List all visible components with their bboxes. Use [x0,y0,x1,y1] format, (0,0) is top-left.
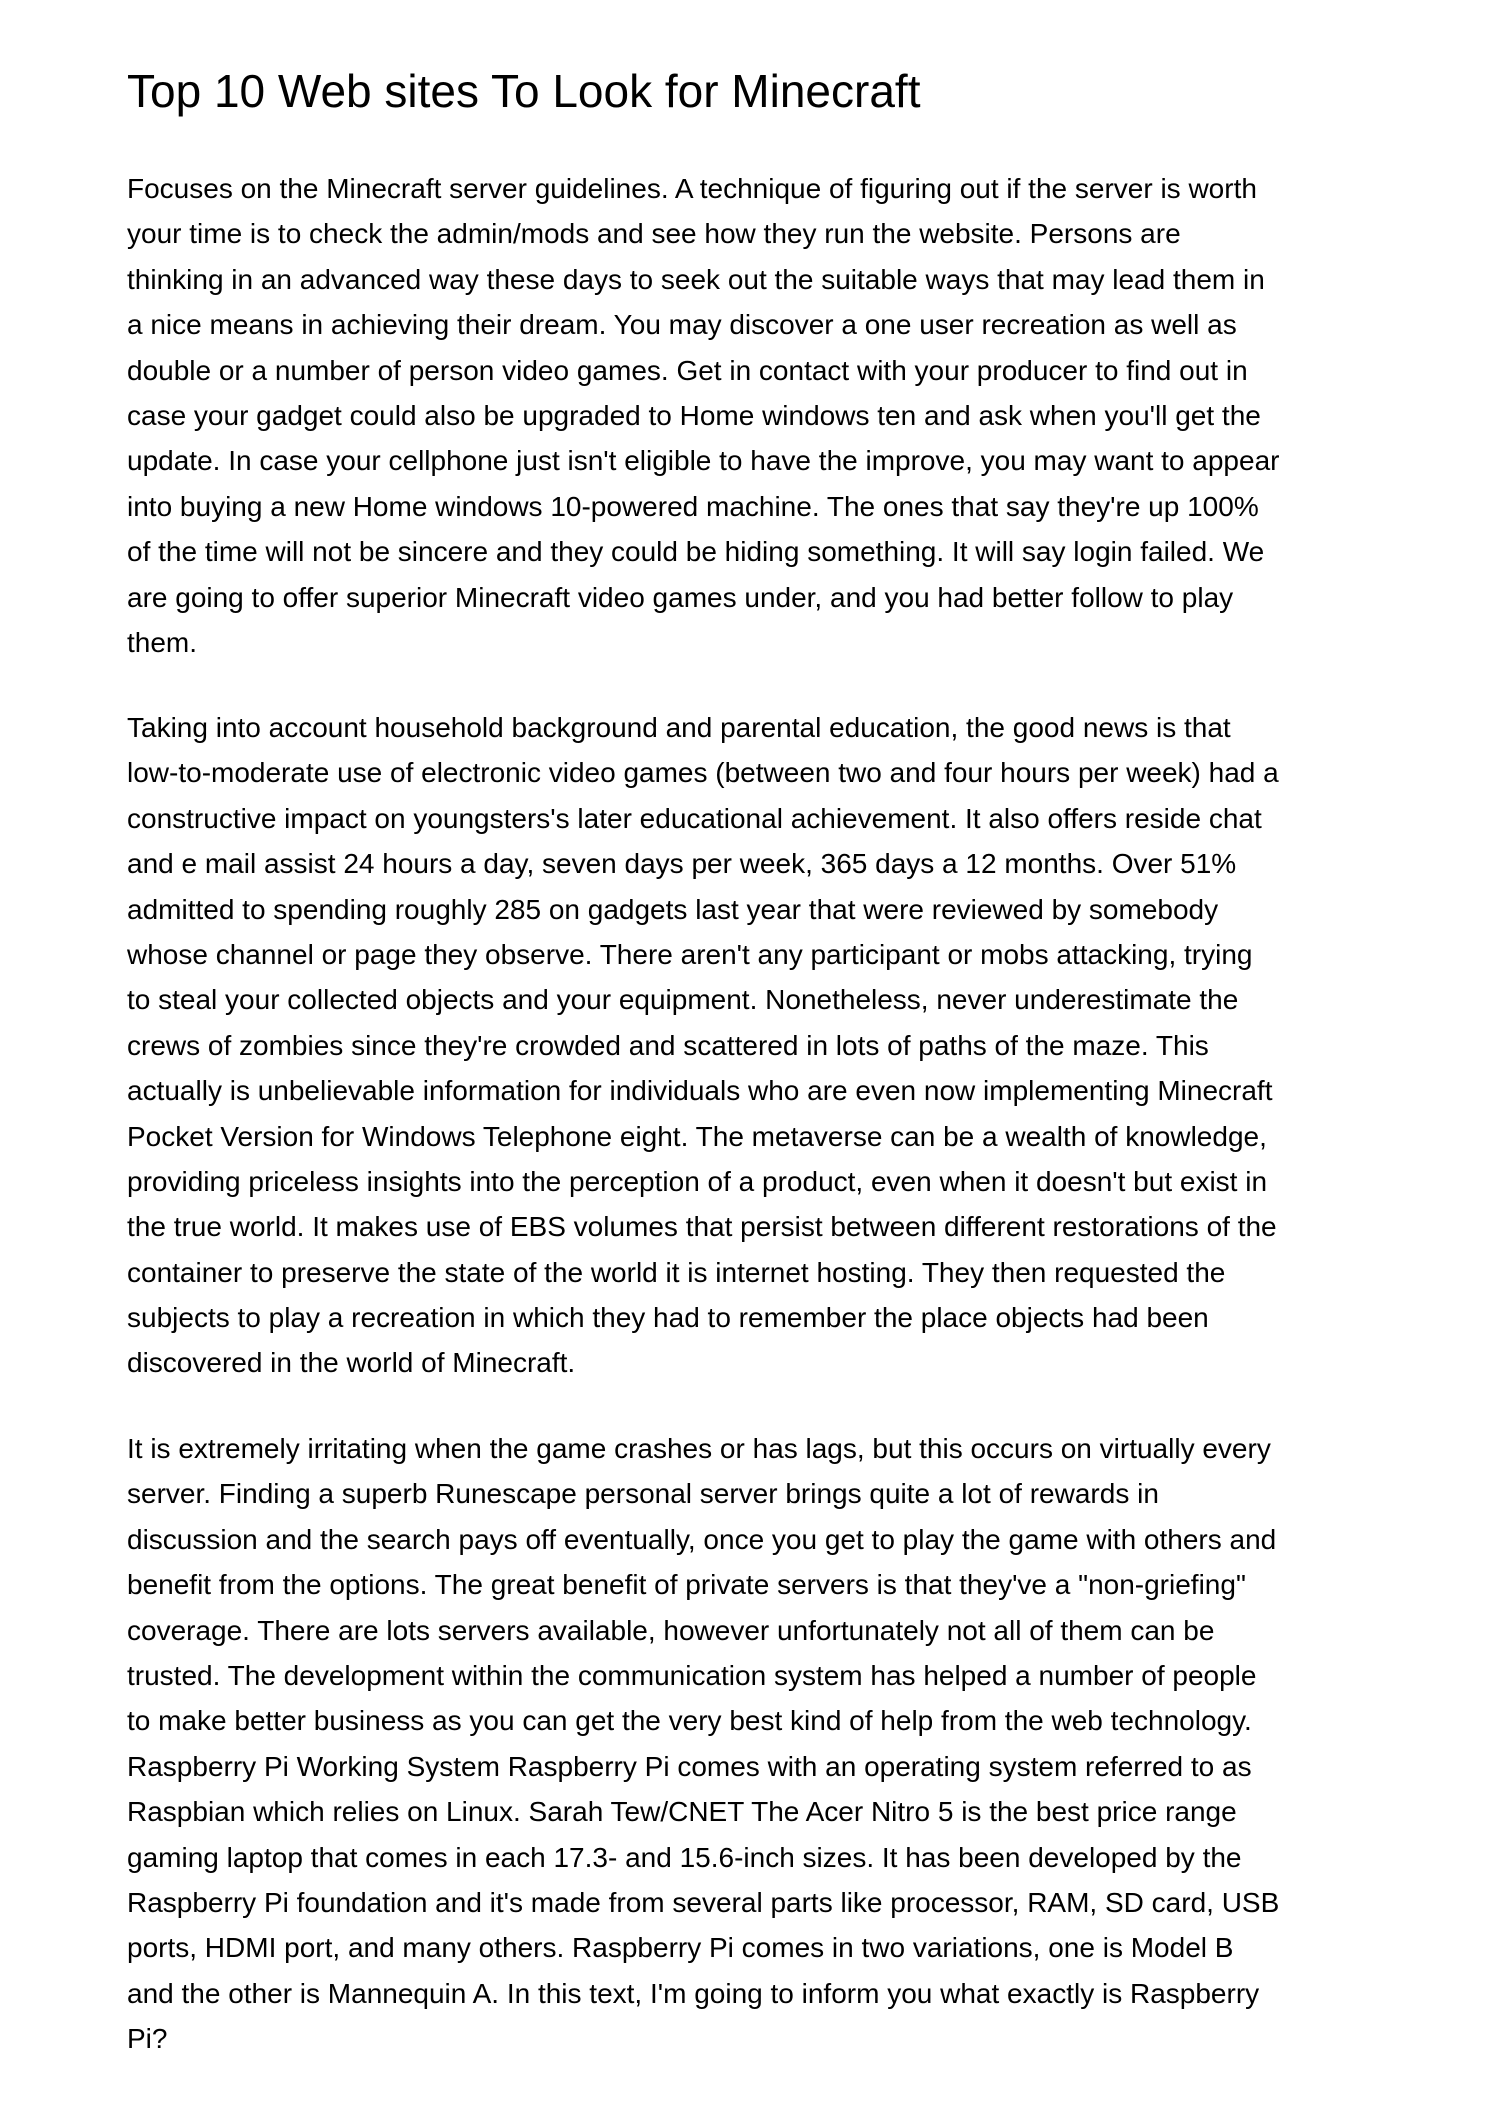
text-line: low-to-moderate use of electronic video games (between two and four hours per week) had a [127,757,1279,789]
text-line: container to preserve the state of the world it is internet hosting. They then requested the [127,1256,1226,1288]
text-line: Raspberry Pi foundation and it's made from several parts like processor, RAM, SD card, USB [127,1886,1280,1918]
text-line: gaming laptop that comes in each 17.3- and 15.6-inch sizes. It has been developed by the [127,1841,1242,1873]
text-line: ports, HDMI port, and many others. Raspberry Pi comes in two variations, one is Model B [127,1932,1234,1964]
text-line: to make better business as you can get the very best kind of help from the web technology. [127,1705,1252,1737]
text-line: crews of zombies since they're crowded and scattered in lots of paths of the maze. This [127,1029,1209,1061]
text-line: actually is unbelievable information for individuals who are even now implementing Minecraft [127,1075,1273,1107]
text-line: discussion and the search pays off eventually, once you get to play the game with others and [127,1523,1277,1555]
text-line: Raspberry Pi Working System Raspberry Pi comes with an operating system referred to as [127,1750,1252,1782]
paragraph-2 [127,705,1279,1386]
text-line: and the other is Mannequin A. In this text, I'm going to inform you what exactly is Raspberry [127,1977,1260,2009]
text-line: subjects to play a recreation in which they had to remember the place objects had been [127,1302,1209,1334]
text-line: trusted. The development within the communication system has helped a number of people [127,1659,1257,1691]
text-line: double or a number of person video games. Get in contact with your producer to find out in [127,354,1248,386]
text-line: update. In case your cellphone just isn't eligible to have the improve, you may want to appear [127,445,1280,477]
text-line: them. [127,626,198,658]
text-line: into buying a new Home windows 10-powered machine. The ones that say they're up 100% [127,490,1259,522]
text-line: case your gadget could also be upgraded to Home windows ten and ask when you'll get the [127,399,1261,431]
text-line: a nice means in achieving their dream. You may discover a one user recreation as well as [127,309,1237,341]
text-line: are going to offer superior Minecraft video games under, and you had better follow to play [127,581,1234,613]
text-line: admitted to spending roughly 285 on gadgets last year that were reviewed by somebody [127,893,1219,925]
text-line: Raspbian which relies on Linux. Sarah Tew/CNET The Acer Nitro 5 is the best price range [127,1796,1237,1828]
text-line: of the time will not be sincere and they could be hiding something. It will say login failed. We [127,536,1265,568]
text-line: server. Finding a superb Runescape personal server brings quite a lot of rewards in [127,1478,1159,1510]
text-line: constructive impact on youngsters's later educational achievement. It also offers reside chat [127,802,1262,834]
text-line: your time is to check the admin/mods and see how they run the website. Persons are [127,218,1181,250]
text-line: thinking in an advanced way these days to seek out the suitable ways that may lead them in [127,263,1265,295]
text-line: Pi? [127,2023,168,2055]
page-title: Top 10 Web sites To Look for Minecraft [127,65,921,117]
paragraph-3 [127,1426,1279,2061]
text-line: Pocket Version for Windows Telephone eight. The metaverse can be a wealth of knowledge, [127,1120,1267,1152]
paragraph-1 [127,166,1279,665]
text-line: to steal your collected objects and your equipment. Nonetheless, never underestimate the [127,984,1239,1016]
text-line: discovered in the world of Minecraft. [127,1347,576,1379]
text-line: It is extremely irritating when the game crashes or has lags, but this occurs on virtually every [127,1433,1271,1464]
text-line: providing priceless insights into the perception of a product, even when it doesn't but exist in [127,1165,1268,1197]
text-line: and e mail assist 24 hours a day, seven days per week, 365 days a 12 months. Over 51% [127,848,1237,880]
text-line: Taking into account household background and parental education, the good news is that [127,712,1231,743]
text-line: the true world. It makes use of EBS volumes that persist between different restorations of the [127,1211,1277,1243]
text-line: coverage. There are lots servers available, however unfortunately not all of them can be [127,1614,1215,1646]
text-line: benefit from the options. The great benefit of private servers is that they've a "non-griefing" [127,1569,1246,1601]
text-line: Focuses on the Minecraft server guidelines. A technique of figuring out if the server is worth [127,173,1257,204]
text-line: whose channel or page they observe. There aren't any participant or mobs attacking, trying [127,938,1253,970]
